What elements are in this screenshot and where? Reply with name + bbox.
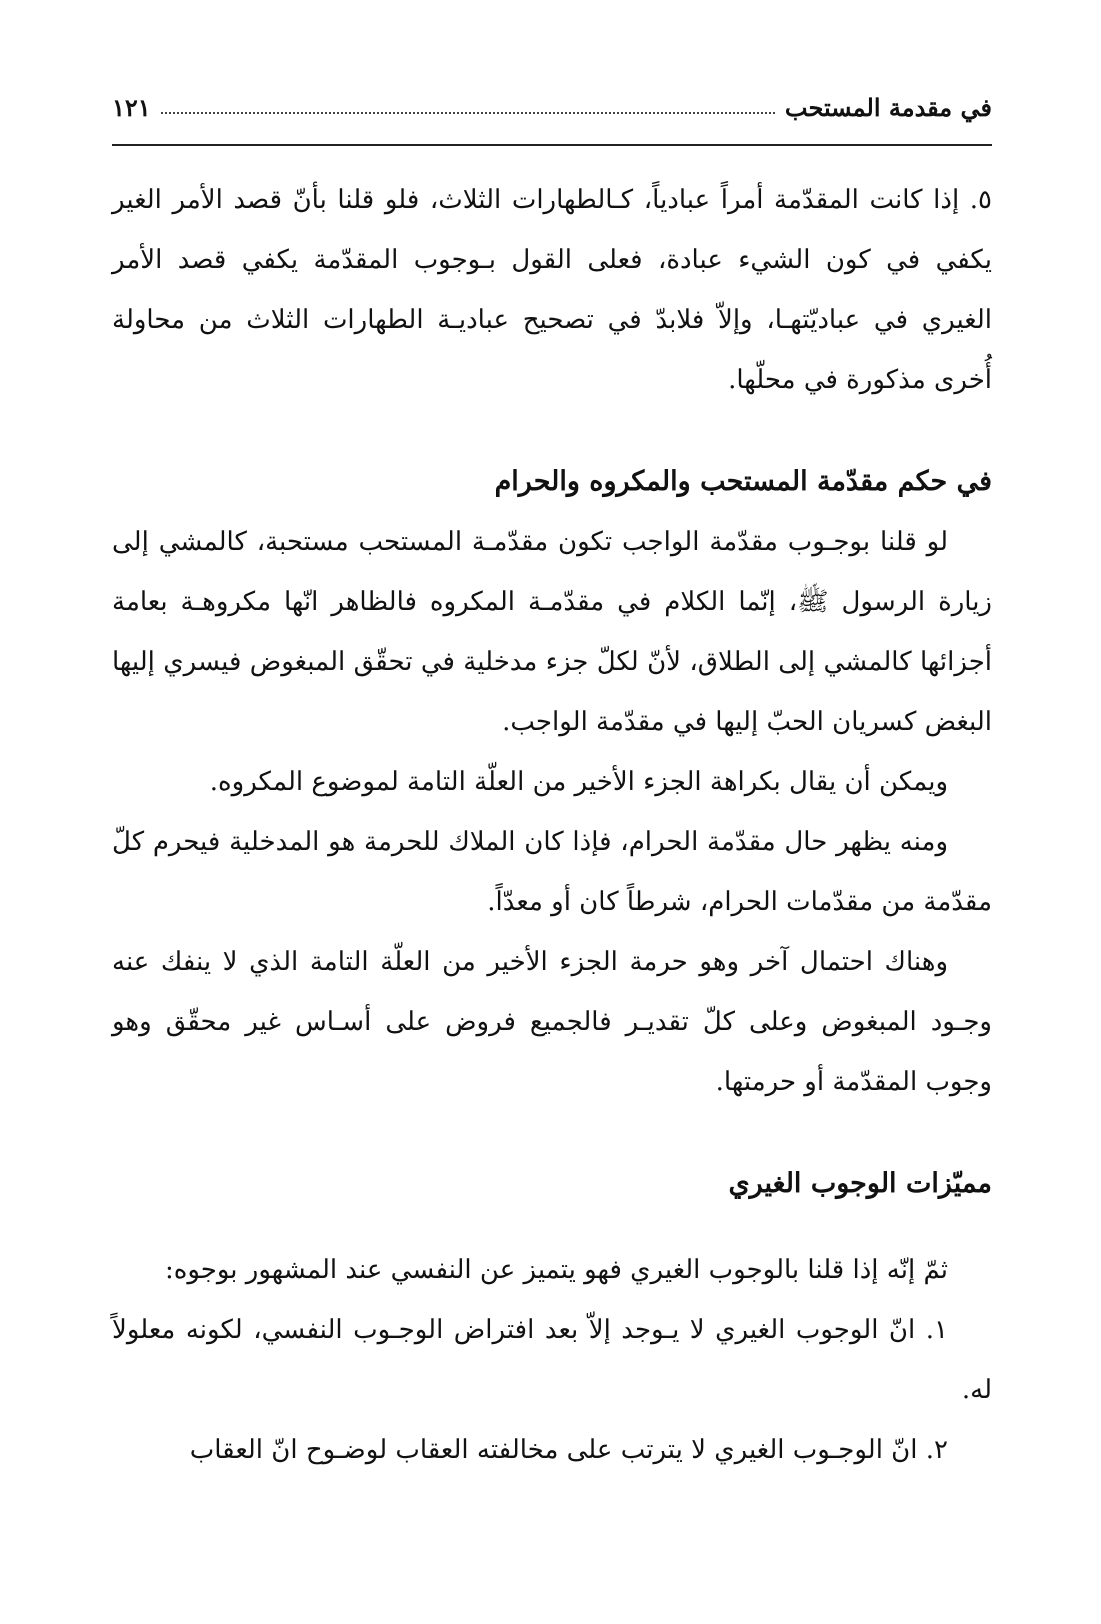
- paragraph-haram: ومنه يظهر حال مقدّمة الحرام، فإذا كان الملاك للحرمة هو المدخلية فيحرم كلّ مقدّمة من مقدّمات الحرام، شرطاً كان أو معدّاً.: [112, 827, 992, 917]
- page-number: ١٢١: [112, 93, 151, 122]
- paragraph-point-5: ٥. إذا كانت المقدّمة أمراً عبادياً، كـالطهارات الثلاث، فلو قلنا بأنّ قصد الأمر الغير يكفي في كون الشيء عبادة، فعلى القول بـوجوب المقدّمة يكفي قصد الأمر الغيري في عباديّتهـا، وإلاّ فلابدّ في تصحيح عباديـة الطهارات الثلاث من محاولة أُخرى مذكورة في محلّها.: [112, 185, 992, 395]
- paragraph-thumma: ثمّ إنّه إذا قلنا بالوجوب الغيري فهو يتميز عن النفسي عند المشهور بوجوه:: [164, 1255, 948, 1285]
- page-body: [112, 170, 992, 1480]
- book-page: [112, 0, 992, 1624]
- header-leader-dots: [161, 112, 775, 114]
- list-item-2: ٢. انّ الوجـوب الغيري لا يترتب على مخالفته العقاب لوضـوح انّ العقاب: [189, 1435, 948, 1465]
- paragraph-ihtimal: وهناك احتمال آخر وهو حرمة الجزء الأخير من العلّة التامة الذي لا ينفك عنه وجـود المبغوض وعلى كلّ تقديـر فالجميع فروض على أسـاس غير محقّق وهو وجوب المقدّمة أو حرمتها.: [112, 947, 992, 1097]
- list-item-1: ١. انّ الوجوب الغيري لا يـوجد إلاّ بعد افتراض الوجـوب النفسي، لكونه معلولاً له.: [112, 1315, 992, 1405]
- running-header: [112, 78, 992, 122]
- section-heading-ruling: في حكم مقدّمة المستحب والمكروه والحرام: [494, 466, 992, 497]
- section-heading-features: مميّزات الوجوب الغيري: [728, 1168, 992, 1199]
- header-divider: [112, 144, 992, 146]
- paragraph-yumkin: ويمكن أن يقال بكراهة الجزء الأخير من العلّة التامة لموضوع المكروه.: [209, 767, 948, 797]
- paragraph-mustahab: لو قلنا بوجـوب مقدّمة الواجب تكون مقدّمـة المستحب مستحبة، كالمشي إلى زيارة الرسول ﷺ، إنّما الكلام في مقدّمـة المكروه فالظاهر انّها مكروهـة بعامة أجزائها كالمشي إلى الطلاق، لأنّ لكلّ جزء مدخلية في تحقّق المبغوض فيسري إليها البغض كسريان الحبّ إليها في مقدّمة الواجب.: [112, 527, 992, 737]
- header-title: في مقدمة المستحب: [784, 93, 992, 122]
